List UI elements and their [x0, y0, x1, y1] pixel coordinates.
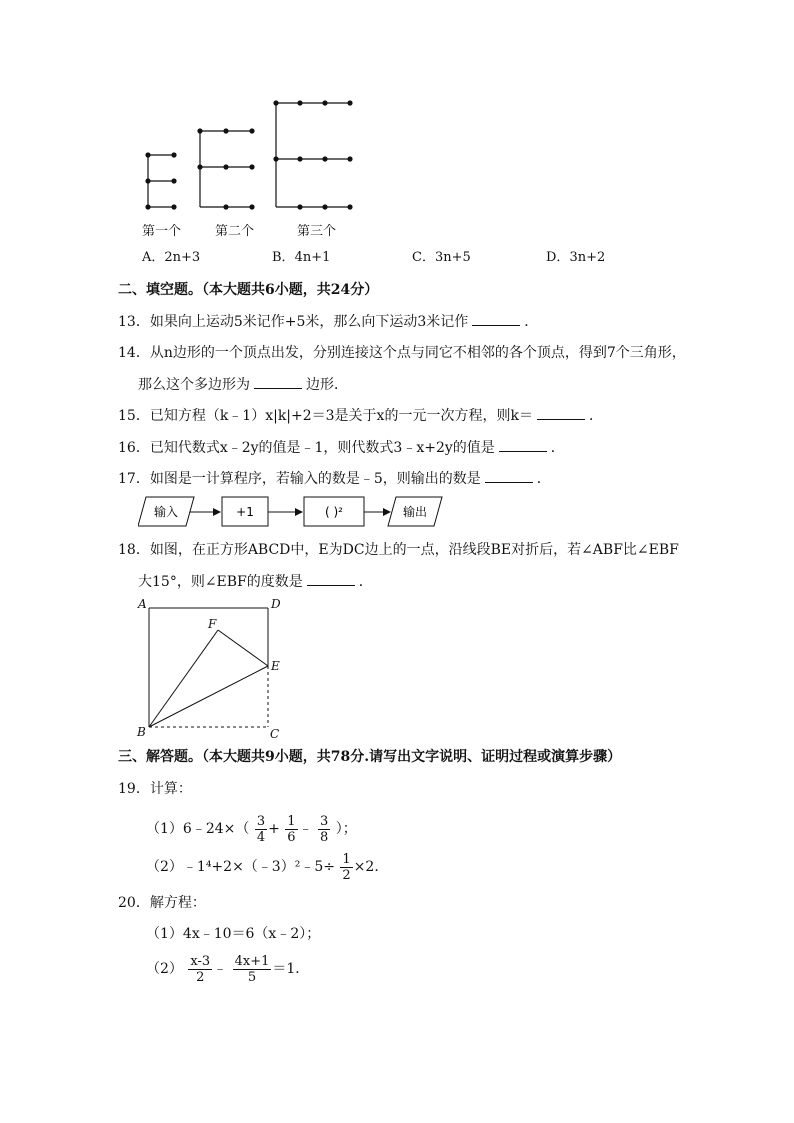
- option-c[interactable]: C．3n+5: [412, 250, 471, 265]
- caption-first: 第一个: [142, 224, 182, 239]
- answer-blank-14[interactable]: [254, 374, 302, 389]
- option-a[interactable]: A．2n+3: [142, 250, 201, 265]
- square-abcd-figure: [134, 596, 294, 742]
- answer-blank-16[interactable]: [499, 437, 547, 452]
- fraction-4x-plus-1-over-5: $\frac{4x+1}{5}$: [234, 953, 270, 985]
- fraction-3-4: $\frac{3}{4}$: [256, 813, 266, 845]
- section2-heading: 二、填空题。（本大题共6小题，共24分）: [118, 282, 379, 298]
- question-19-part1: （1）6﹣24×（ $\frac{3}{4}$ + $\frac{1}{6}$ ﹣ $\frac{3}{8}$ ）；: [146, 813, 357, 845]
- label-d: D: [271, 597, 281, 611]
- label-c: C: [270, 727, 280, 741]
- question-14-line1: 14．从n边形的一个顶点出发，分别连接这个点与同它不相邻的各个顶点，得到7个三角形，: [118, 345, 686, 361]
- e-pattern-figure: [138, 95, 368, 220]
- answer-blank-13[interactable]: [472, 311, 520, 326]
- question-14-line2: 那么这个多边形为 边形．: [138, 374, 348, 395]
- question-20-part2: （2） $\frac{x-3}{2}$ ﹣ $\frac{4x+1}{5}$ ＝1．: [146, 953, 310, 985]
- question-16: 16．已知代数式x﹣2y的值是﹣1，则代数式3﹣x+2y的值是 ．: [118, 437, 565, 458]
- question-17: 17．如图是一计算程序，若输入的数是﹣5，则输出的数是 ．: [118, 468, 551, 489]
- label-a: A: [138, 597, 147, 611]
- flow-input-label: 输入: [153, 505, 179, 519]
- fraction-1-2: $\frac{1}{2}$: [342, 851, 351, 883]
- question-18-line1: 18．如图，在正方形ABCD中，E为DC边上的一点，沿线段BE对折后，若∠ABF比∠EBF: [118, 542, 679, 558]
- label-e: E: [271, 659, 280, 673]
- caption-second: 第二个: [215, 224, 255, 239]
- option-d[interactable]: D．3n+2: [546, 250, 606, 265]
- fraction-1-6: $\frac{1}{6}$: [287, 813, 296, 845]
- question-19-part2: （2）﹣1⁴+2×（﹣3）²﹣5÷ $\frac{1}{2}$ ×2．: [146, 851, 389, 883]
- calculation-flowchart: [138, 494, 448, 530]
- flow-square-label: ( )²: [325, 505, 343, 519]
- question-15: 15．已知方程（k﹣1）x|k|+2＝3是关于x的一元一次方程，则k＝ ．: [118, 405, 603, 426]
- question-20-part1: （1）4x﹣10＝6（x﹣2）；: [146, 926, 321, 942]
- option-b[interactable]: B．4n+1: [272, 250, 331, 265]
- answer-blank-18[interactable]: [307, 571, 355, 586]
- fraction-x-minus-3-over-2: $\frac{x-3}{2}$: [190, 953, 211, 985]
- section3-heading: 三、解答题。（本大题共9小题，共78分.请写出文字说明、证明过程或演算步骤）: [118, 749, 622, 765]
- flow-output-label: 输出: [402, 505, 428, 519]
- caption-third: 第三个: [297, 224, 337, 239]
- question-20-title: 20．解方程：: [118, 895, 206, 911]
- question-18-line2: 大15°，则∠EBF的度数是 ．: [138, 571, 373, 592]
- question-19-title: 19．计算：: [118, 781, 192, 797]
- question-13: 13．如果向上运动5米记作+5米，那么向下运动3米记作 ．: [118, 311, 538, 332]
- fraction-3-8: $\frac{3}{8}$: [320, 813, 329, 845]
- answer-blank-15[interactable]: [537, 405, 585, 420]
- flow-add-one-label: +1: [236, 505, 254, 519]
- label-f: F: [208, 617, 217, 631]
- answer-blank-17[interactable]: [485, 468, 533, 483]
- label-b: B: [137, 725, 146, 739]
